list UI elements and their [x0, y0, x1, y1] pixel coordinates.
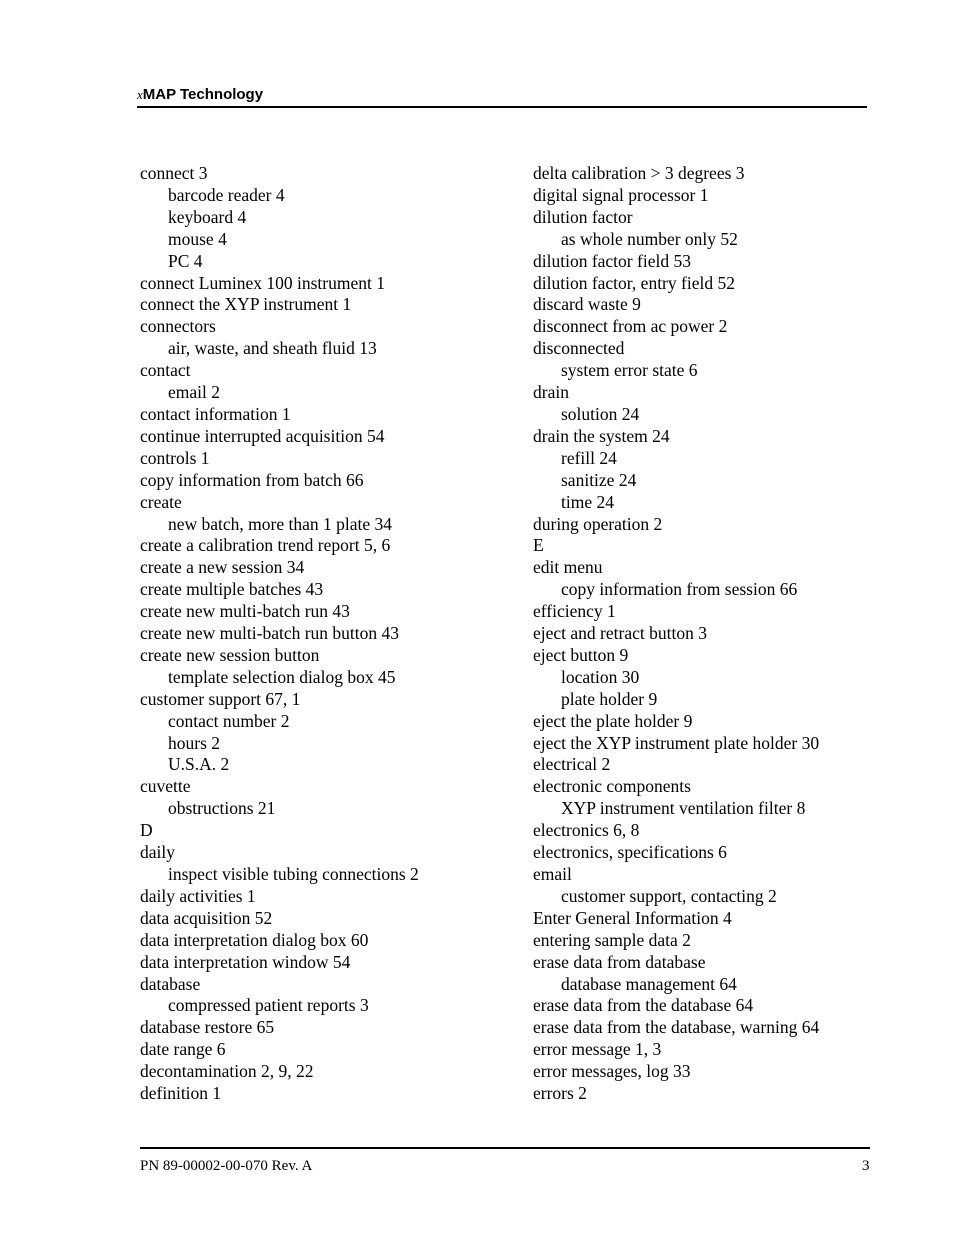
- index-entry: dilution factor field 53: [533, 250, 691, 271]
- index-entry: create a new session 34: [140, 557, 305, 578]
- index-subentry: contact number 2: [168, 710, 290, 731]
- index-entry: create new multi-batch run button 43: [140, 623, 400, 644]
- index-subentry: mouse 4: [168, 228, 227, 249]
- index-subentry: compressed patient reports 3: [168, 995, 369, 1016]
- index-subentry: template selection dialog box 45: [168, 666, 396, 687]
- index-entry: data acquisition 52: [140, 907, 273, 928]
- index-subentry: customer support, contacting 2: [561, 885, 777, 906]
- index-entry: definition 1: [140, 1083, 222, 1104]
- index-subentry: U.S.A. 2: [168, 754, 230, 775]
- index-entry: data interpretation dialog box 60: [140, 929, 369, 950]
- index-subentry: copy information from session 66: [561, 579, 798, 600]
- index-subentry: new batch, more than 1 plate 34: [168, 513, 393, 534]
- index-entry: delta calibration > 3 degrees 3: [533, 163, 745, 183]
- index-column-left: [140, 163, 520, 1105]
- index-entry: eject the XYP instrument plate holder 30: [533, 732, 820, 753]
- header-prefix: x: [137, 87, 143, 102]
- index-subentry: database management 64: [561, 973, 737, 994]
- index-entry: database: [140, 973, 201, 994]
- index-entry: connect the XYP instrument 1: [140, 294, 352, 315]
- footer-part-number: PN 89-00002-00-070 Rev. A: [140, 1158, 313, 1174]
- index-entry: during operation 2: [533, 513, 663, 534]
- index-entry: E: [533, 535, 544, 556]
- index-entry: erase data from the database, warning 64: [533, 1017, 820, 1038]
- index-entry: connect 3: [140, 163, 208, 183]
- index-entry: eject button 9: [533, 644, 629, 665]
- index-entry: cuvette: [140, 776, 191, 797]
- index-entry: contact: [140, 360, 191, 381]
- index-subentry: location 30: [561, 666, 640, 687]
- index-entry: discard waste 9: [533, 294, 641, 315]
- index-subentry: refill 24: [561, 447, 617, 468]
- index-entry: entering sample data 2: [533, 929, 691, 950]
- index-entry: electronics, specifications 6: [533, 842, 727, 863]
- index-subentry: obstructions 21: [168, 798, 276, 819]
- index-subentry: XYP instrument ventilation filter 8: [561, 798, 806, 819]
- index-entry: digital signal processor 1: [533, 184, 709, 205]
- index-subentry: inspect visible tubing connections 2: [168, 864, 419, 884]
- index-entry: error message 1, 3: [533, 1039, 662, 1060]
- footer-rule: [140, 1147, 870, 1149]
- index-subentry: barcode reader 4: [168, 184, 285, 205]
- index-subentry: email 2: [168, 382, 220, 403]
- index-entry: connect Luminex 100 instrument 1: [140, 272, 385, 293]
- index-entry: daily activities 1: [140, 885, 256, 906]
- index-entry: drain: [533, 382, 569, 403]
- index-subentry: as whole number only 52: [561, 228, 738, 249]
- index-entry: erase data from the database 64: [533, 995, 754, 1016]
- index-entry: continue interrupted acquisition 54: [140, 425, 385, 446]
- index-entry: disconnect from ac power 2: [533, 316, 728, 337]
- index-subentry: solution 24: [561, 403, 640, 424]
- index-entry: errors 2: [533, 1083, 587, 1104]
- index-entry: create multiple batches 43: [140, 579, 324, 600]
- index-entry: disconnected: [533, 338, 625, 359]
- index-subentry: time 24: [561, 491, 614, 512]
- index-entry: error messages, log 33: [533, 1061, 691, 1082]
- index-entry: Enter General Information 4: [533, 907, 732, 928]
- index-entry: eject and retract button 3: [533, 623, 707, 644]
- index-entry: connectors: [140, 316, 216, 337]
- index-entry: create new multi-batch run 43: [140, 601, 350, 622]
- index-entry: dilution factor, entry field 52: [533, 272, 735, 293]
- index-entry: electronics 6, 8: [533, 820, 640, 841]
- index-entry: email: [533, 864, 572, 884]
- index-subentry: hours 2: [168, 732, 221, 753]
- page-number: 3: [862, 1158, 870, 1174]
- index-subentry: system error state 6: [561, 360, 698, 381]
- index-entry: contact information 1: [140, 403, 291, 424]
- index-entry: D: [140, 820, 153, 841]
- index-entry: create new session button: [140, 644, 320, 665]
- index-entry: database restore 65: [140, 1017, 275, 1038]
- index-entry: drain the system 24: [533, 425, 670, 446]
- index-subentry: sanitize 24: [561, 469, 637, 490]
- index-entry: daily: [140, 842, 175, 863]
- index-entry: data interpretation window 54: [140, 951, 351, 972]
- index-entry: eject the plate holder 9: [533, 710, 693, 731]
- index-subentry: keyboard 4: [168, 206, 247, 227]
- index-entry: dilution factor: [533, 206, 633, 227]
- index-entry: create a calibration trend report 5, 6: [140, 535, 391, 556]
- index-entry: decontamination 2, 9, 22: [140, 1061, 314, 1082]
- index-entry: customer support 67, 1: [140, 688, 301, 709]
- index-subentry: PC 4: [168, 250, 203, 271]
- index-column-right: [533, 163, 867, 1105]
- index-entry: electrical 2: [533, 754, 611, 775]
- index-entry: copy information from batch 66: [140, 469, 364, 490]
- index-entry: efficiency 1: [533, 601, 616, 622]
- header-title: MAP Technology: [142, 86, 264, 103]
- index-entry: create: [140, 491, 182, 512]
- index-subentry: plate holder 9: [561, 688, 658, 709]
- index-entry: edit menu: [533, 557, 603, 578]
- index-entry: erase data from database: [533, 951, 706, 972]
- index-entry: controls 1: [140, 447, 210, 468]
- running-header: [137, 86, 867, 108]
- index-entry: electronic components: [533, 776, 691, 797]
- index-subentry: air, waste, and sheath fluid 13: [168, 338, 377, 359]
- index-entry: date range 6: [140, 1039, 226, 1060]
